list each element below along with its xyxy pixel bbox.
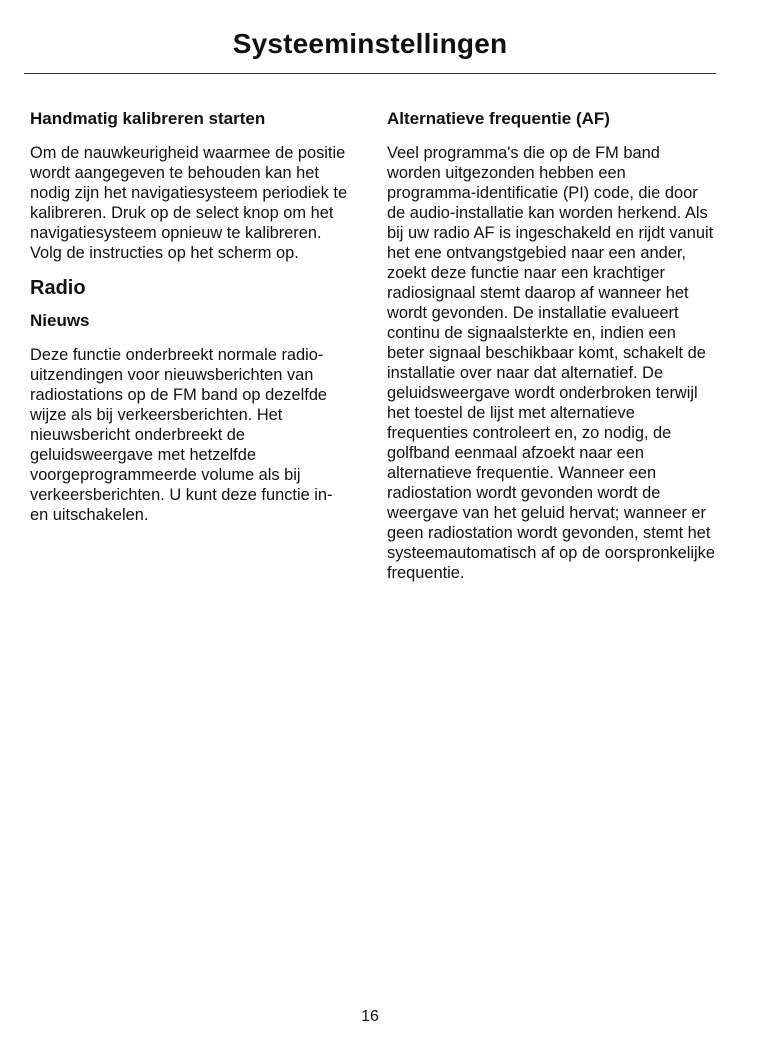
title-divider xyxy=(24,73,716,74)
af-text: Veel programma's die op de FM band worden uitgezonden hebben een programma-identificatie (PI) code, die door de audio-installatie kan worden herkend. Als bij uw radio AF is ingeschakeld en rijdt vanuit het ene ontvangstgebied naar een ander, zoekt deze functie naar een krachtiger radiosignaal stemt daarop af wanneer het wordt gevonden. De installatie evalueert continu de signaalsterkte en, indien een beter signaal beschikbaar komt, schakelt de installatie over naar dat alternatief. De geluidsweergave wordt onderbroken terwijl het toestel de lijst met alternatieve frequenties controleert en, zo nodig, de golfband eenmaal afzoekt naar een alternatieve frequentie. Wanneer een radiostation wordt gevonden wordt de weergave van het geluid hervat; wanneer er geen radiostation wordt gevonden, stemt het systeemautomatisch af op de oorspronkelijke frequentie. xyxy=(387,144,715,582)
page-title: Systeeminstellingen xyxy=(232,28,508,59)
left-column xyxy=(30,107,355,534)
page-number: 16 xyxy=(361,1008,379,1025)
calibration-text: Om de nauwkeurigheid waarmee de positie wordt aangegeven te behouden kan het nodig zijn het navigatiesysteem periodiek te kalibreren. Druk op de select knop om het navigatiesysteem opnieuw te kalibreren. Volg de instructies op het scherm op. xyxy=(30,144,348,262)
radio-heading: Radio xyxy=(30,277,86,299)
news-heading: Nieuws xyxy=(30,311,90,330)
af-heading: Alternatieve frequentie (AF) xyxy=(387,109,610,128)
right-column xyxy=(387,107,715,592)
news-text: Deze functie onderbreekt normale radio-uitzendingen voor nieuwsberichten van radiostations op de FM band op dezelfde wijze als bij verkeersberichten. Het nieuwsbericht onderbreekt de geluidsweergave met hetzelfde voorgeprogrammeerde volume als bij verkeersberichten. U kunt deze functie in- en uitschakelen. xyxy=(30,346,333,524)
calibration-heading: Handmatig kalibreren starten xyxy=(30,109,266,128)
